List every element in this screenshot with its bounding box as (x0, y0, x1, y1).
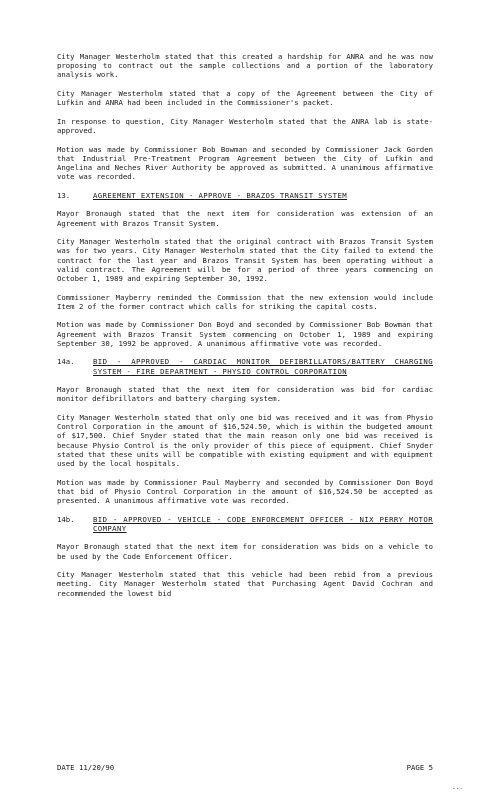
section-number: 14b. (57, 514, 75, 524)
document-page (57, 52, 433, 607)
paragraph: Mayor Bronaugh stated that the next item for consideration was extension of an Agreement with Brazos Transit System. (57, 209, 433, 228)
section-number: 14a. (57, 357, 75, 367)
page-footer (57, 763, 433, 772)
footer-date: DATE 11/20/90 (57, 763, 115, 772)
section-title: BID - APPROVED - VEHICLE - CODE ENFORCEMENT OFFICER - NIX PERRY MOTOR COMPANY (93, 514, 433, 533)
paragraph: Mayor Bronaugh stated that the next item for consideration was bid for cardiac monitor defibrillators and battery charging system. (57, 385, 433, 404)
paragraph: City Manager Westerholm stated that this vehicle had been rebid from a previous meeting. City Manager Westerholm stated that Purchasing Agent David Cochran and recommended the lowest bid (57, 570, 433, 598)
section-heading-14b (57, 515, 433, 533)
corner-mark: ... (452, 784, 463, 791)
paragraph: City Manager Westerholm stated that a copy of the Agreement between the City of Lufkin and ANRA had been included in the Commissioner's packet. (57, 89, 433, 108)
section-heading-14a (57, 357, 433, 375)
paragraph: Motion was made by Commissioner Bob Bowman and seconded by Commissioner Jack Gorden that Industrial Pre-Treatment Program Agreement between the City of Lufkin and Angelina and Neches River Authority be approved as submitted. A unanimous affirmative vote was recorded. (57, 144, 433, 182)
paragraph: Commissioner Mayberry reminded the Commission that the new extension would include Item 2 of the former contract which calls for striking the capital costs. (57, 292, 433, 311)
section-heading-13 (57, 191, 433, 200)
paragraph: Motion was made by Commissioner Paul Mayberry and seconded by Commissioner Don Boyd that bid of Physio Control Corporation in the amount of $16,524.50 be accepted as presented. A unanimous affirmative vote was recorded. (57, 477, 433, 505)
paragraph: City Manager Westerholm stated that the original contract with Brazos Transit System was for two years. City Manager Westerholm stated that the City failed to extend the contract for the last year and Brazos Transit System has been operating without a valid contract. The Agreement will be for a period of three years commencing on October 1, 1989 and expiring September 30, 1992. (57, 237, 433, 283)
paragraph: Motion was made by Commissioner Don Boyd and seconded by Commissioner Bob Bowman that Agreement with Brazos Transit System commencing on October 1, 1989 and expiring September 30, 1992 be approved. A unanimous affirmative vote was recorded. (57, 320, 433, 348)
paragraph: In response to question, City Manager Westerholm stated that the ANRA lab is state-approved. (57, 116, 433, 135)
paragraph: City Manager Westerholm stated that only one bid was received and it was from Physio Control Corporation in the amount of $16,524.50, which is within the budgeted amount of $17,500. Chief Snyder stated that the main reason only one bid was received is because Physio Control is the only provider of this piece of equipment. Chief Snyder stated that these units will be compatible with existing equipment and with equipment used by the local hospitals. (57, 412, 433, 468)
paragraph: Mayor Bronaugh stated that the next item for consideration was bids on a vehicle to be used by the Code Enforcement Officer. (57, 542, 433, 561)
paragraph: City Manager Westerholm stated that this created a hardship for ANRA and he was now proposing to contract out the sample collections and a portion of the laboratory analysis work. (57, 52, 433, 80)
footer-page-number: PAGE 5 (406, 763, 433, 772)
section-title: AGREEMENT EXTENSION - APPROVE - BRAZOS TRANSIT SYSTEM (93, 190, 348, 200)
section-title: BID - APPROVED - CARDIAC MONITOR DEFIBRILLATORS/BATTERY CHARGING SYSTEM - FIRE DEPARTMENT - PHYSIO CONTROL CORPORATION (93, 357, 433, 376)
section-number: 13. (57, 190, 71, 200)
